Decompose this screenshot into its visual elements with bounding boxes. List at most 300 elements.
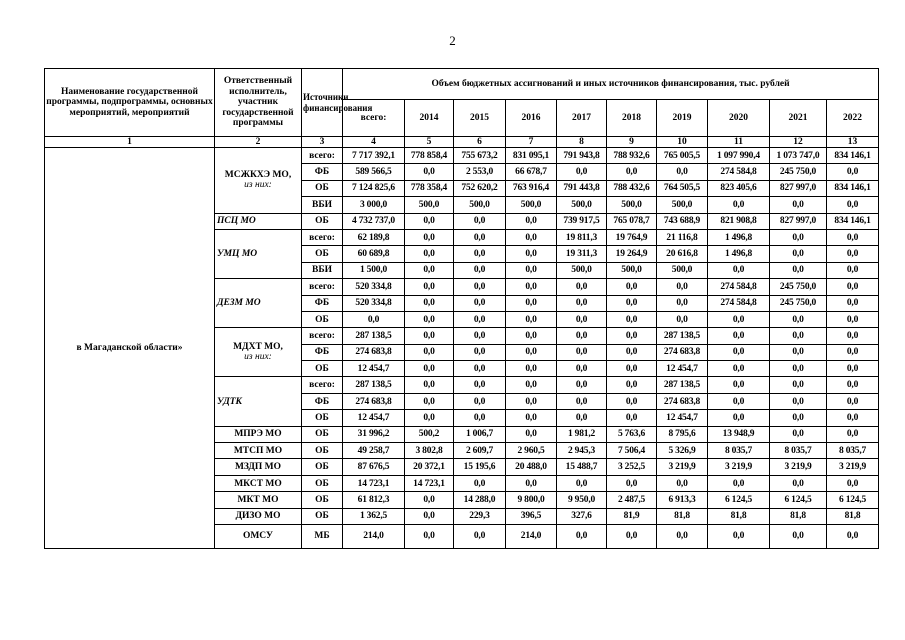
- year-value-cell: 0,0: [708, 393, 770, 409]
- year-value-cell: 0,0: [708, 262, 770, 278]
- year-value-cell: 0,0: [506, 229, 557, 245]
- year-value-cell: 0,0: [405, 492, 454, 508]
- funding-source-cell: ВБИ: [302, 262, 343, 278]
- year-value-cell: 0,0: [770, 475, 827, 491]
- year-value-cell: 0,0: [827, 164, 879, 180]
- executor-cell: [215, 148, 302, 214]
- year-value-cell: 1 496,8: [708, 229, 770, 245]
- total-value-cell: 7 124 825,6: [343, 180, 405, 196]
- executor-cell: [215, 459, 302, 475]
- year-value-cell: 0,0: [657, 475, 708, 491]
- year-value-cell: 0,0: [827, 328, 879, 344]
- funding-source-cell: ОБ: [302, 361, 343, 377]
- year-value-cell: 0,0: [454, 229, 506, 245]
- year-value-cell: 0,0: [506, 410, 557, 426]
- year-value-cell: 0,0: [607, 164, 657, 180]
- year-value-cell: 0,0: [405, 164, 454, 180]
- page-number: 2: [449, 33, 456, 48]
- year-value-cell: 0,0: [770, 328, 827, 344]
- column-number: 3: [302, 137, 343, 148]
- year-value-cell: 5 763,6: [607, 426, 657, 442]
- header-source: Источники финансирования: [302, 69, 343, 137]
- executor-name: ОМСУ: [242, 531, 274, 542]
- column-number: 4: [343, 137, 405, 148]
- header-volume: Объем бюджетных ассигнований и иных источников финансирования, тыс. рублей: [343, 69, 879, 100]
- year-value-cell: 788 932,6: [607, 148, 657, 164]
- year-value-cell: 0,0: [454, 279, 506, 295]
- year-value-cell: 0,0: [405, 246, 454, 262]
- year-value-cell: 81,8: [770, 508, 827, 524]
- header-year: 2015: [454, 100, 506, 137]
- year-value-cell: 739 917,5: [557, 213, 607, 229]
- funding-source-cell: ФБ: [302, 295, 343, 311]
- year-value-cell: 214,0: [506, 524, 557, 548]
- header-year: 2022: [827, 100, 879, 137]
- year-value-cell: 0,0: [770, 361, 827, 377]
- executor-name: МЗДП МО: [234, 462, 282, 473]
- year-value-cell: 6 124,5: [708, 492, 770, 508]
- total-value-cell: 87 676,5: [343, 459, 405, 475]
- column-number: 6: [454, 137, 506, 148]
- executor-name: МСЖКХЭ МО,: [224, 170, 292, 181]
- year-value-cell: 0,0: [405, 229, 454, 245]
- year-value-cell: 765 005,5: [657, 148, 708, 164]
- year-value-cell: 0,0: [607, 311, 657, 327]
- executor-name: ПСЦ МО: [217, 216, 256, 227]
- column-number: 12: [770, 137, 827, 148]
- funding-source-cell: ОБ: [302, 459, 343, 475]
- total-value-cell: 60 689,8: [343, 246, 405, 262]
- year-value-cell: 0,0: [506, 475, 557, 491]
- year-value-cell: 0,0: [405, 279, 454, 295]
- year-value-cell: 831 095,1: [506, 148, 557, 164]
- executor-cell: [215, 377, 302, 426]
- year-value-cell: 81,9: [607, 508, 657, 524]
- funding-source-cell: всего:: [302, 328, 343, 344]
- year-value-cell: 0,0: [557, 164, 607, 180]
- year-value-cell: 0,0: [607, 295, 657, 311]
- year-value-cell: 0,0: [557, 311, 607, 327]
- year-value-cell: 274 584,8: [708, 279, 770, 295]
- year-value-cell: 0,0: [506, 426, 557, 442]
- year-value-cell: 21 116,8: [657, 229, 708, 245]
- funding-source-cell: всего:: [302, 377, 343, 393]
- executor-cell: [215, 524, 302, 548]
- total-value-cell: 520 334,8: [343, 295, 405, 311]
- year-value-cell: 9 950,0: [557, 492, 607, 508]
- header-total: всего:: [343, 100, 405, 137]
- year-value-cell: 500,0: [506, 197, 557, 213]
- executor-cell: [215, 508, 302, 524]
- header-executor: Ответственный исполнитель, участник государственной программы: [215, 69, 302, 137]
- year-value-cell: 6 913,3: [657, 492, 708, 508]
- year-value-cell: 15 195,6: [454, 459, 506, 475]
- funding-source-cell: ОБ: [302, 508, 343, 524]
- year-value-cell: 0,0: [506, 328, 557, 344]
- year-value-cell: 0,0: [506, 279, 557, 295]
- total-value-cell: 49 258,7: [343, 443, 405, 459]
- year-value-cell: 2 487,5: [607, 492, 657, 508]
- column-number: 13: [827, 137, 879, 148]
- year-value-cell: 229,3: [454, 508, 506, 524]
- executor-cell: [215, 492, 302, 508]
- budget-allocation-table: [44, 68, 879, 549]
- year-value-cell: 0,0: [607, 524, 657, 548]
- year-value-cell: 0,0: [827, 262, 879, 278]
- year-value-cell: 0,0: [454, 295, 506, 311]
- total-value-cell: 287 138,5: [343, 377, 405, 393]
- header-name: Наименование государственной программы, подпрограммы, основных мероприятий, мероприятий: [45, 69, 215, 137]
- year-value-cell: 0,0: [708, 377, 770, 393]
- year-value-cell: 245 750,0: [770, 279, 827, 295]
- year-value-cell: 0,0: [454, 377, 506, 393]
- year-value-cell: 0,0: [827, 246, 879, 262]
- year-value-cell: 0,0: [607, 279, 657, 295]
- year-value-cell: 765 078,7: [607, 213, 657, 229]
- year-value-cell: 778 358,4: [405, 180, 454, 196]
- year-value-cell: 13 948,9: [708, 426, 770, 442]
- year-value-cell: 0,0: [657, 279, 708, 295]
- year-value-cell: 0,0: [454, 246, 506, 262]
- year-value-cell: 20 616,8: [657, 246, 708, 262]
- year-value-cell: 0,0: [506, 393, 557, 409]
- funding-source-cell: ОБ: [302, 475, 343, 491]
- total-value-cell: 274 683,8: [343, 393, 405, 409]
- year-value-cell: 0,0: [708, 197, 770, 213]
- year-value-cell: 0,0: [770, 410, 827, 426]
- year-value-cell: 500,2: [405, 426, 454, 442]
- year-value-cell: 81,8: [657, 508, 708, 524]
- column-number-row: [45, 137, 879, 148]
- year-value-cell: 8 035,7: [708, 443, 770, 459]
- year-value-cell: 743 688,9: [657, 213, 708, 229]
- executor-name: МПРЭ МО: [234, 429, 282, 440]
- year-value-cell: 791 443,8: [557, 180, 607, 196]
- funding-source-cell: ОБ: [302, 246, 343, 262]
- year-value-cell: 0,0: [405, 295, 454, 311]
- year-value-cell: 755 673,2: [454, 148, 506, 164]
- year-value-cell: 0,0: [708, 475, 770, 491]
- year-value-cell: 5 326,9: [657, 443, 708, 459]
- funding-source-cell: ОБ: [302, 311, 343, 327]
- total-value-cell: 3 000,0: [343, 197, 405, 213]
- year-value-cell: 0,0: [657, 295, 708, 311]
- column-number: 10: [657, 137, 708, 148]
- funding-source-cell: всего:: [302, 279, 343, 295]
- executor-name: УМЦ МО: [217, 249, 258, 260]
- year-value-cell: 0,0: [405, 393, 454, 409]
- total-value-cell: 214,0: [343, 524, 405, 548]
- executor-cell: [215, 279, 302, 328]
- total-value-cell: 589 566,5: [343, 164, 405, 180]
- year-value-cell: 0,0: [708, 344, 770, 360]
- year-value-cell: 0,0: [827, 279, 879, 295]
- year-value-cell: 0,0: [405, 508, 454, 524]
- year-value-cell: 0,0: [454, 344, 506, 360]
- header-year: 2014: [405, 100, 454, 137]
- table-body: [45, 148, 879, 549]
- total-value-cell: 62 189,8: [343, 229, 405, 245]
- funding-source-cell: ОБ: [302, 443, 343, 459]
- year-value-cell: 3 802,8: [405, 443, 454, 459]
- column-number: 8: [557, 137, 607, 148]
- year-value-cell: 0,0: [827, 344, 879, 360]
- year-value-cell: 0,0: [405, 311, 454, 327]
- year-value-cell: 0,0: [827, 229, 879, 245]
- year-value-cell: 0,0: [657, 311, 708, 327]
- year-value-cell: 0,0: [405, 377, 454, 393]
- year-value-cell: 0,0: [770, 262, 827, 278]
- executor-name: МДХТ МО,: [233, 342, 283, 353]
- year-value-cell: 0,0: [506, 246, 557, 262]
- year-value-cell: 3 252,5: [607, 459, 657, 475]
- header-year: 2018: [607, 100, 657, 137]
- year-value-cell: 0,0: [827, 393, 879, 409]
- year-value-cell: 19 811,3: [557, 229, 607, 245]
- year-value-cell: 0,0: [770, 524, 827, 548]
- year-value-cell: 0,0: [770, 246, 827, 262]
- program-name-cell: в Магаданской области»: [45, 148, 215, 549]
- year-value-cell: 274 584,8: [708, 164, 770, 180]
- header-year: 2020: [708, 100, 770, 137]
- total-value-cell: 12 454,7: [343, 361, 405, 377]
- year-value-cell: 274 584,8: [708, 295, 770, 311]
- year-value-cell: 0,0: [708, 410, 770, 426]
- year-value-cell: 0,0: [557, 344, 607, 360]
- year-value-cell: 8 035,7: [827, 443, 879, 459]
- year-value-cell: 0,0: [607, 475, 657, 491]
- column-number: 2: [215, 137, 302, 148]
- funding-source-cell: ОБ: [302, 426, 343, 442]
- year-value-cell: 2 960,5: [506, 443, 557, 459]
- year-value-cell: 0,0: [827, 475, 879, 491]
- year-value-cell: 0,0: [557, 279, 607, 295]
- year-value-cell: 500,0: [454, 197, 506, 213]
- year-value-cell: 287 138,5: [657, 328, 708, 344]
- year-value-cell: 0,0: [708, 311, 770, 327]
- year-value-cell: 396,5: [506, 508, 557, 524]
- year-value-cell: 2 553,0: [454, 164, 506, 180]
- total-value-cell: 1 500,0: [343, 262, 405, 278]
- year-value-cell: 0,0: [557, 295, 607, 311]
- year-value-cell: 8 795,6: [657, 426, 708, 442]
- year-value-cell: 788 432,6: [607, 180, 657, 196]
- year-value-cell: 0,0: [827, 426, 879, 442]
- year-value-cell: 0,0: [506, 361, 557, 377]
- year-value-cell: 19 311,3: [557, 246, 607, 262]
- year-value-cell: 834 146,1: [827, 213, 879, 229]
- executor-cell: [215, 229, 302, 278]
- year-value-cell: 823 405,6: [708, 180, 770, 196]
- year-value-cell: 0,0: [454, 524, 506, 548]
- year-value-cell: 2 945,3: [557, 443, 607, 459]
- year-value-cell: 81,8: [708, 508, 770, 524]
- year-value-cell: 500,0: [657, 262, 708, 278]
- year-value-cell: 0,0: [770, 311, 827, 327]
- column-number: 7: [506, 137, 557, 148]
- funding-source-cell: ОБ: [302, 180, 343, 196]
- executor-cell: [215, 443, 302, 459]
- year-value-cell: 12 454,7: [657, 361, 708, 377]
- year-value-cell: 0,0: [405, 344, 454, 360]
- year-value-cell: 1 073 747,0: [770, 148, 827, 164]
- header-year: 2021: [770, 100, 827, 137]
- year-value-cell: 0,0: [657, 164, 708, 180]
- year-value-cell: 0,0: [607, 377, 657, 393]
- year-value-cell: 0,0: [506, 213, 557, 229]
- year-value-cell: 20 372,1: [405, 459, 454, 475]
- total-value-cell: 31 996,2: [343, 426, 405, 442]
- year-value-cell: 0,0: [607, 344, 657, 360]
- column-number: 1: [45, 137, 215, 148]
- executor-cell: [215, 328, 302, 377]
- year-value-cell: 0,0: [557, 410, 607, 426]
- year-value-cell: 763 916,4: [506, 180, 557, 196]
- year-value-cell: 0,0: [557, 524, 607, 548]
- year-value-cell: 791 943,8: [557, 148, 607, 164]
- year-value-cell: 500,0: [607, 262, 657, 278]
- year-value-cell: 1 006,7: [454, 426, 506, 442]
- year-value-cell: 0,0: [827, 361, 879, 377]
- funding-source-cell: ФБ: [302, 164, 343, 180]
- year-value-cell: 0,0: [405, 524, 454, 548]
- year-value-cell: 0,0: [770, 344, 827, 360]
- year-value-cell: 0,0: [405, 328, 454, 344]
- executor-cell: [215, 426, 302, 442]
- year-value-cell: 0,0: [557, 377, 607, 393]
- year-value-cell: 3 219,9: [827, 459, 879, 475]
- year-value-cell: 0,0: [506, 311, 557, 327]
- year-value-cell: 0,0: [770, 197, 827, 213]
- year-value-cell: 0,0: [454, 475, 506, 491]
- header-year: 2017: [557, 100, 607, 137]
- year-value-cell: 15 488,7: [557, 459, 607, 475]
- year-value-cell: 245 750,0: [770, 164, 827, 180]
- executor-name: МКСТ МО: [234, 478, 282, 489]
- column-number: 11: [708, 137, 770, 148]
- year-value-cell: 778 858,4: [405, 148, 454, 164]
- year-value-cell: 66 678,7: [506, 164, 557, 180]
- year-value-cell: 0,0: [506, 344, 557, 360]
- total-value-cell: 12 454,7: [343, 410, 405, 426]
- executor-name: МТСП МО: [233, 445, 283, 456]
- year-value-cell: 0,0: [607, 328, 657, 344]
- executor-cell: [215, 475, 302, 491]
- year-value-cell: 0,0: [506, 295, 557, 311]
- year-value-cell: 0,0: [454, 393, 506, 409]
- year-value-cell: 0,0: [405, 262, 454, 278]
- year-value-cell: 245 750,0: [770, 295, 827, 311]
- total-value-cell: 14 723,1: [343, 475, 405, 491]
- year-value-cell: 500,0: [607, 197, 657, 213]
- funding-source-cell: всего:: [302, 148, 343, 164]
- year-value-cell: 1 097 990,4: [708, 148, 770, 164]
- year-value-cell: 274 683,8: [657, 393, 708, 409]
- year-value-cell: 821 908,8: [708, 213, 770, 229]
- total-value-cell: 4 732 737,0: [343, 213, 405, 229]
- year-value-cell: 0,0: [770, 393, 827, 409]
- year-value-cell: 0,0: [827, 377, 879, 393]
- year-value-cell: 0,0: [557, 361, 607, 377]
- year-value-cell: 19 764,9: [607, 229, 657, 245]
- year-value-cell: 8 035,7: [770, 443, 827, 459]
- year-value-cell: 0,0: [770, 426, 827, 442]
- year-value-cell: 500,0: [557, 197, 607, 213]
- year-value-cell: 0,0: [557, 475, 607, 491]
- executor-name: МКТ МО: [237, 494, 279, 505]
- year-value-cell: 500,0: [405, 197, 454, 213]
- year-value-cell: 827 997,0: [770, 180, 827, 196]
- funding-source-cell: ОБ: [302, 492, 343, 508]
- year-value-cell: 0,0: [827, 311, 879, 327]
- year-value-cell: 500,0: [557, 262, 607, 278]
- year-value-cell: 0,0: [708, 328, 770, 344]
- year-value-cell: 14 723,1: [405, 475, 454, 491]
- year-value-cell: 0,0: [506, 262, 557, 278]
- funding-source-cell: ФБ: [302, 344, 343, 360]
- year-value-cell: 0,0: [454, 410, 506, 426]
- year-value-cell: 0,0: [607, 393, 657, 409]
- year-value-cell: 1 496,8: [708, 246, 770, 262]
- total-value-cell: 7 717 392,1: [343, 148, 405, 164]
- header-year: 2019: [657, 100, 708, 137]
- executor-subnote: из них:: [244, 352, 272, 363]
- year-value-cell: 0,0: [708, 524, 770, 548]
- year-value-cell: 81,8: [827, 508, 879, 524]
- year-value-cell: 0,0: [607, 410, 657, 426]
- year-value-cell: 0,0: [770, 229, 827, 245]
- year-value-cell: 0,0: [405, 410, 454, 426]
- year-value-cell: 0,0: [506, 377, 557, 393]
- total-value-cell: 1 362,5: [343, 508, 405, 524]
- year-value-cell: 287 138,5: [657, 377, 708, 393]
- year-value-cell: 20 488,0: [506, 459, 557, 475]
- year-value-cell: 0,0: [657, 524, 708, 548]
- year-value-cell: 827 997,0: [770, 213, 827, 229]
- table-row: [45, 148, 879, 164]
- total-value-cell: 61 812,3: [343, 492, 405, 508]
- executor-name: ДЕЗМ МО: [217, 298, 261, 309]
- executor-cell: [215, 213, 302, 229]
- column-number: 9: [607, 137, 657, 148]
- year-value-cell: 0,0: [454, 361, 506, 377]
- header-year: 2016: [506, 100, 557, 137]
- year-value-cell: 0,0: [454, 328, 506, 344]
- total-value-cell: 287 138,5: [343, 328, 405, 344]
- year-value-cell: 14 288,0: [454, 492, 506, 508]
- total-value-cell: 0,0: [343, 311, 405, 327]
- year-value-cell: 1 981,2: [557, 426, 607, 442]
- year-value-cell: 834 146,1: [827, 180, 879, 196]
- funding-source-cell: ФБ: [302, 393, 343, 409]
- year-value-cell: 0,0: [607, 361, 657, 377]
- year-value-cell: 0,0: [827, 524, 879, 548]
- year-value-cell: 834 146,1: [827, 148, 879, 164]
- year-value-cell: 19 264,9: [607, 246, 657, 262]
- executor-name: УДТК: [217, 396, 242, 407]
- year-value-cell: 0,0: [827, 410, 879, 426]
- year-value-cell: 3 219,9: [657, 459, 708, 475]
- year-value-cell: 0,0: [770, 377, 827, 393]
- year-value-cell: 7 506,4: [607, 443, 657, 459]
- year-value-cell: 6 124,5: [827, 492, 879, 508]
- year-value-cell: 752 620,2: [454, 180, 506, 196]
- funding-source-cell: ОБ: [302, 410, 343, 426]
- year-value-cell: 9 800,0: [506, 492, 557, 508]
- funding-source-cell: ВБИ: [302, 197, 343, 213]
- year-value-cell: 6 124,5: [770, 492, 827, 508]
- funding-source-cell: МБ: [302, 524, 343, 548]
